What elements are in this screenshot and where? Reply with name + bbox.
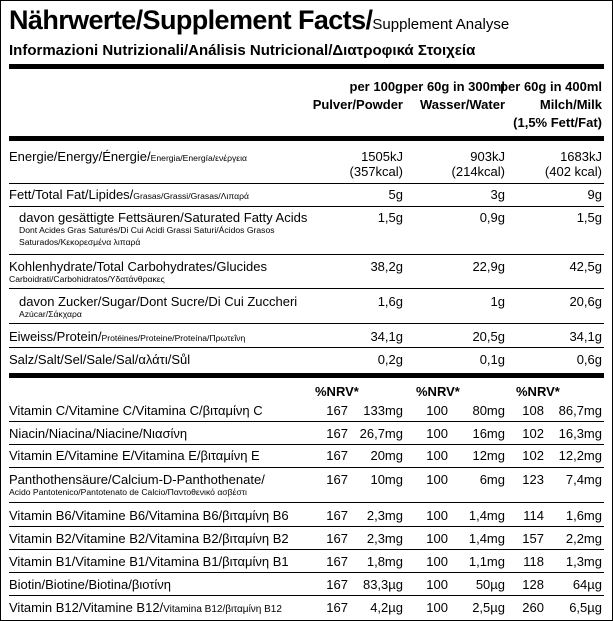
carbohydrates-value-powder: 38,2g (370, 259, 403, 274)
nutrient-sublabel-saturated-fat: Dont Acides Gras Saturés/Di Cui Acidi Grassi Saturi/Ácidos Grasos (19, 225, 275, 235)
energy-kcal-powder: (357kcal) (349, 164, 403, 179)
nrv-value: 100 (426, 600, 448, 615)
energy-value-milk: 1683kJ (560, 149, 602, 164)
subtitle: Informazioni Nutrizionali/Análisis Nutricional/Διατροφικά Στοιχεία (9, 42, 476, 59)
vitamin-sublabel-pantothenate: Acido Pantotenico/Pantotenato de Calcio/Παντοθενικό ασβέστι (9, 487, 247, 497)
nrv-value: 108 (522, 403, 544, 418)
nutrient-label-saturated-fat: davon gesättigte Fettsäuren/Saturated Fatty Acids (19, 210, 308, 225)
amount-value: 10mg (370, 472, 403, 487)
amount-value: 1,8mg (366, 554, 403, 569)
nrv-value: 167 (326, 426, 348, 441)
amount-value: 12mg (472, 448, 505, 463)
divider (9, 421, 604, 422)
nrv-value: 167 (326, 600, 348, 615)
amount-value: 1,3mg (565, 554, 602, 569)
nutrient-sublabel-saturated-fat-2: Saturados/Κεκορεσμένα λιπαρά (19, 237, 141, 247)
amount-value: 26,7mg (359, 426, 403, 441)
amount-value: 86,7mg (558, 403, 602, 418)
vitamin-label-b1: Vitamin B1/Vitamine B1/Vitamina B1/βιταμίνη B1 (9, 554, 289, 569)
nrv-header-powder: %NRV* (315, 384, 359, 399)
amount-value: 12,2mg (558, 448, 602, 463)
amount-value: 83,3µg (362, 577, 403, 592)
vitamin-label-b6: Vitamin B6/Vitamine B6/Vitamina B6/βιταμίνη B6 (9, 508, 289, 523)
fat-value-powder: 5g (388, 187, 403, 202)
nrv-value: 260 (522, 600, 544, 615)
saturated-fat-value-water: 0,9g (479, 210, 505, 225)
amount-value: 2,5µg (472, 600, 505, 615)
page-title: Nährwerte/Supplement Facts/ (9, 5, 373, 35)
salt-value-powder: 0,2g (377, 352, 403, 367)
nrv-value: 167 (326, 472, 348, 487)
vitamin-label-pantothenate: Panthothensäure/Calcium-D-Panthothenate/ (9, 472, 265, 487)
nrv-value: 118 (523, 554, 544, 569)
fat-value-water: 3g (490, 187, 505, 202)
column-header-2-line1: per 60g in 300ml (403, 79, 505, 94)
saturated-fat-value-powder: 1,5g (377, 210, 403, 225)
nrv-value: 167 (326, 403, 348, 418)
column-header-2-line2: Wasser/Water (419, 97, 505, 112)
nutrient-label-carbohydrates: Kohlenhydrate/Total Carbohydrates/Glucides (9, 259, 267, 274)
divider (9, 595, 604, 596)
vitamin-label-b2: Vitamin B2/Vitamine B2/Vitamina B2/βιταμίνη B2 (9, 531, 289, 546)
divider (9, 288, 604, 289)
nrv-value: 123 (522, 472, 544, 487)
column-header-1-line2: Pulver/Powder (312, 97, 403, 112)
nrv-value: 100 (426, 448, 448, 463)
nutrient-label-energy: Energie/Energy/Énergie/Energia/Energía/ενέργεια (9, 149, 248, 164)
amount-value: 16,3mg (558, 426, 602, 441)
nrv-value: 167 (326, 577, 348, 592)
nrv-header-water: %NRV* (416, 384, 460, 399)
divider (9, 373, 604, 378)
vitamin-label-c: Vitamin C/Vitamine C/Vitamina C/βιταμίνη C (9, 403, 263, 418)
divider (9, 549, 604, 550)
amount-value: 16mg (472, 426, 505, 441)
nutrient-label-fat: Fett/Total Fat/Lipides/Grasas/Grassi/Grasas/Λιπαρά (9, 187, 249, 202)
vitamin-label-biotin: Biotin/Biotine/Biotina/βιοτίνη (9, 577, 172, 592)
divider (9, 444, 604, 445)
nrv-value: 100 (426, 508, 448, 523)
amount-value: 133mg (363, 403, 403, 418)
nrv-value: 100 (426, 554, 448, 569)
fat-value-milk: 9g (587, 187, 602, 202)
divider (9, 254, 604, 255)
divider (9, 347, 604, 348)
amount-value: 2,2mg (565, 531, 602, 546)
amount-value: 20mg (370, 448, 403, 463)
nrv-value: 128 (522, 577, 544, 592)
divider (9, 323, 604, 324)
nrv-value: 157 (522, 531, 544, 546)
column-header-3-line2: Milch/Milk (539, 97, 602, 112)
nrv-value: 100 (426, 531, 448, 546)
amount-value: 6mg (479, 472, 505, 487)
salt-value-milk: 0,6g (576, 352, 602, 367)
nrv-header-milk: %NRV* (516, 384, 560, 399)
saturated-fat-value-milk: 1,5g (576, 210, 602, 225)
divider (9, 572, 604, 573)
sugar-value-milk: 20,6g (569, 294, 602, 309)
divider (9, 64, 604, 69)
amount-value: 1,4mg (468, 531, 505, 546)
protein-value-milk: 34,1g (569, 329, 602, 344)
divider (9, 206, 604, 207)
energy-kcal-water: (214kcal) (451, 164, 505, 179)
nutrient-label-sugar: davon Zucker/Sugar/Dont Sucre/Di Cui Zuccheri (19, 294, 298, 309)
amount-value: 2,3mg (366, 508, 403, 523)
nrv-value: 100 (426, 403, 448, 418)
nrv-value: 100 (426, 472, 448, 487)
divider (9, 136, 604, 141)
protein-value-powder: 34,1g (370, 329, 403, 344)
column-header-1-line1: per 100g (349, 79, 403, 94)
nrv-value: 167 (326, 554, 348, 569)
column-header-3-line1: per 60g in 400ml (500, 79, 602, 94)
nutrient-sublabel-carbohydrates: Carboidrati/Carbohidratos/Υδατάνθρακες (9, 274, 165, 284)
sugar-value-powder: 1,6g (377, 294, 403, 309)
amount-value: 2,3mg (366, 531, 403, 546)
amount-value: 6,5µg (569, 600, 602, 615)
amount-value: 1,6mg (565, 508, 602, 523)
amount-value: 4,2µg (370, 600, 403, 615)
nutrient-label-salt: Salz/Salt/Sel/Sale/Sal/αλάτι/Sůl (9, 352, 191, 367)
nrv-value: 167 (326, 508, 348, 523)
vitamin-label-b12: Vitamin B12/Vitamine B12/Vitamina B12/βιταμίνη B12 (9, 600, 282, 615)
amount-value: 80mg (472, 403, 505, 418)
nrv-value: 114 (523, 508, 544, 523)
nutrient-label-protein: Eiweiss/Protein/Protéines/Proteine/Proteína/Πρωτεΐνη (9, 329, 246, 344)
title-suffix: Supplement Analyse (372, 16, 510, 33)
nrv-value: 102 (522, 448, 544, 463)
amount-value: 50µg (475, 577, 505, 592)
title-line (9, 7, 509, 34)
energy-value-powder: 1505kJ (361, 149, 403, 164)
column-header-3-line3: (1,5% Fett/Fat) (513, 115, 602, 130)
carbohydrates-value-milk: 42,5g (569, 259, 602, 274)
sugar-value-water: 1g (490, 294, 505, 309)
nutrient-sublabel-sugar: Azúcar/Σάκχαρα (19, 309, 82, 319)
protein-value-water: 20,5g (472, 329, 505, 344)
nrv-value: 100 (426, 577, 448, 592)
energy-kcal-milk: (402 kcal) (544, 164, 602, 179)
nrv-value: 167 (326, 531, 348, 546)
nrv-value: 100 (426, 426, 448, 441)
vitamin-label-niacin: Niacin/Niacina/Niacine/Νιασίνη (9, 426, 188, 441)
nrv-value: 167 (326, 448, 348, 463)
divider (9, 183, 604, 184)
salt-value-water: 0,1g (479, 352, 505, 367)
divider (9, 467, 604, 468)
energy-value-water: 903kJ (470, 149, 505, 164)
amount-value: 64µg (572, 577, 602, 592)
divider (9, 502, 604, 503)
amount-value: 1,1mg (468, 554, 505, 569)
vitamin-label-e: Vitamin E/Vitamine E/Vitamina E/βιταμίνη E (9, 448, 260, 463)
divider (9, 526, 604, 527)
nrv-value: 102 (522, 426, 544, 441)
amount-value: 7,4mg (565, 472, 602, 487)
amount-value: 1,4mg (468, 508, 505, 523)
carbohydrates-value-water: 22,9g (472, 259, 505, 274)
